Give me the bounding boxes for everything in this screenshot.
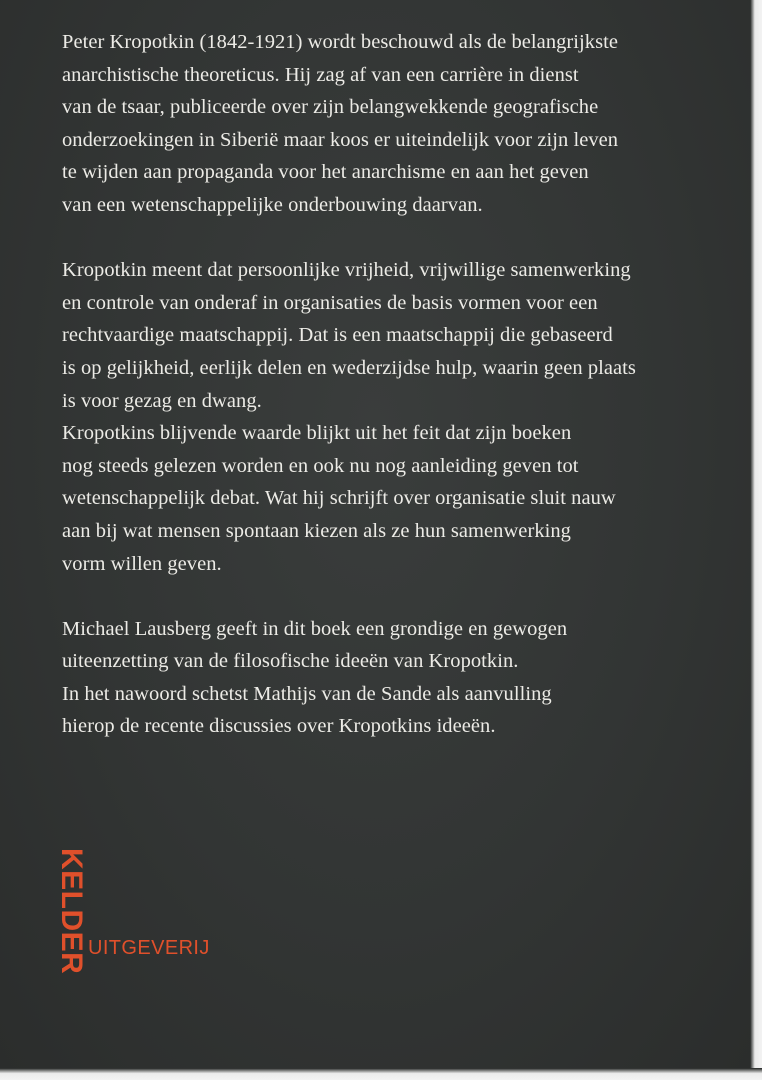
- text-line: nog steeds gelezen worden en ook nu nog aanleiding geven tot: [62, 454, 579, 477]
- text-line: Kropotkin meent dat persoonlijke vrijheid, vrijwillige samenwerking: [62, 259, 631, 282]
- text-line: Michael Lausberg geeft in dit boek een grondige en gewogen: [62, 617, 568, 640]
- blurb-text: [62, 26, 702, 743]
- publisher-subtitle: UITGEVERIJ: [88, 937, 210, 959]
- text-line: Kropotkins blijvende waarde blijkt uit het feit dat zijn boeken: [62, 422, 572, 445]
- text-line: vorm willen geven.: [62, 552, 222, 575]
- page-edge-bottom: [0, 1068, 762, 1080]
- text-line: wetenschappelijk debat. Wat hij schrijft over organisatie sluit nauw: [62, 487, 616, 510]
- text-line: Peter Kropotkin (1842-1921) wordt beschouwd als de belangrijkste: [62, 31, 619, 53]
- text-line: te wijden aan propaganda voor het anarchisme en aan het geven: [62, 161, 589, 184]
- publisher-logo: [55, 848, 210, 975]
- text-line: van een wetenschappelijke onderbouwing daarvan.: [62, 193, 483, 216]
- publisher-name: KELDER: [55, 848, 88, 975]
- text-line: is voor gezag en dwang.: [62, 389, 262, 412]
- paragraph-gap: [62, 580, 702, 613]
- text-line: hierop de recente discussies over Kropotkins ideeën.: [62, 715, 496, 738]
- text-line: anarchistische theoreticus. Hij zag af van een carrière in dienst: [62, 63, 579, 86]
- text-line: In het nawoord schetst Mathijs van de Sande als aanvulling: [62, 682, 552, 705]
- text-line: aan bij wat mensen spontaan kiezen als ze hun samenwerking: [62, 519, 571, 542]
- text-line: uiteenzetting van de filosofische ideeën van Kropotkin.: [62, 650, 519, 673]
- text-line: rechtvaardige maatschappij. Dat is een maatschappij die gebaseerd: [62, 324, 613, 347]
- paragraph-gap: [62, 222, 702, 255]
- text-line: onderzoekingen in Siberië maar koos er uiteindelijk voor zijn leven: [62, 128, 619, 151]
- page-edge-right: [750, 0, 762, 1080]
- text-line: en controle van onderaf in organisaties de basis vormen voor een: [62, 291, 598, 314]
- text-line: is op gelijkheid, eerlijk delen en wederzijdse hulp, waarin geen plaats: [62, 356, 636, 379]
- text-line: van de tsaar, publiceerde over zijn belangwekkende geografische: [62, 96, 599, 119]
